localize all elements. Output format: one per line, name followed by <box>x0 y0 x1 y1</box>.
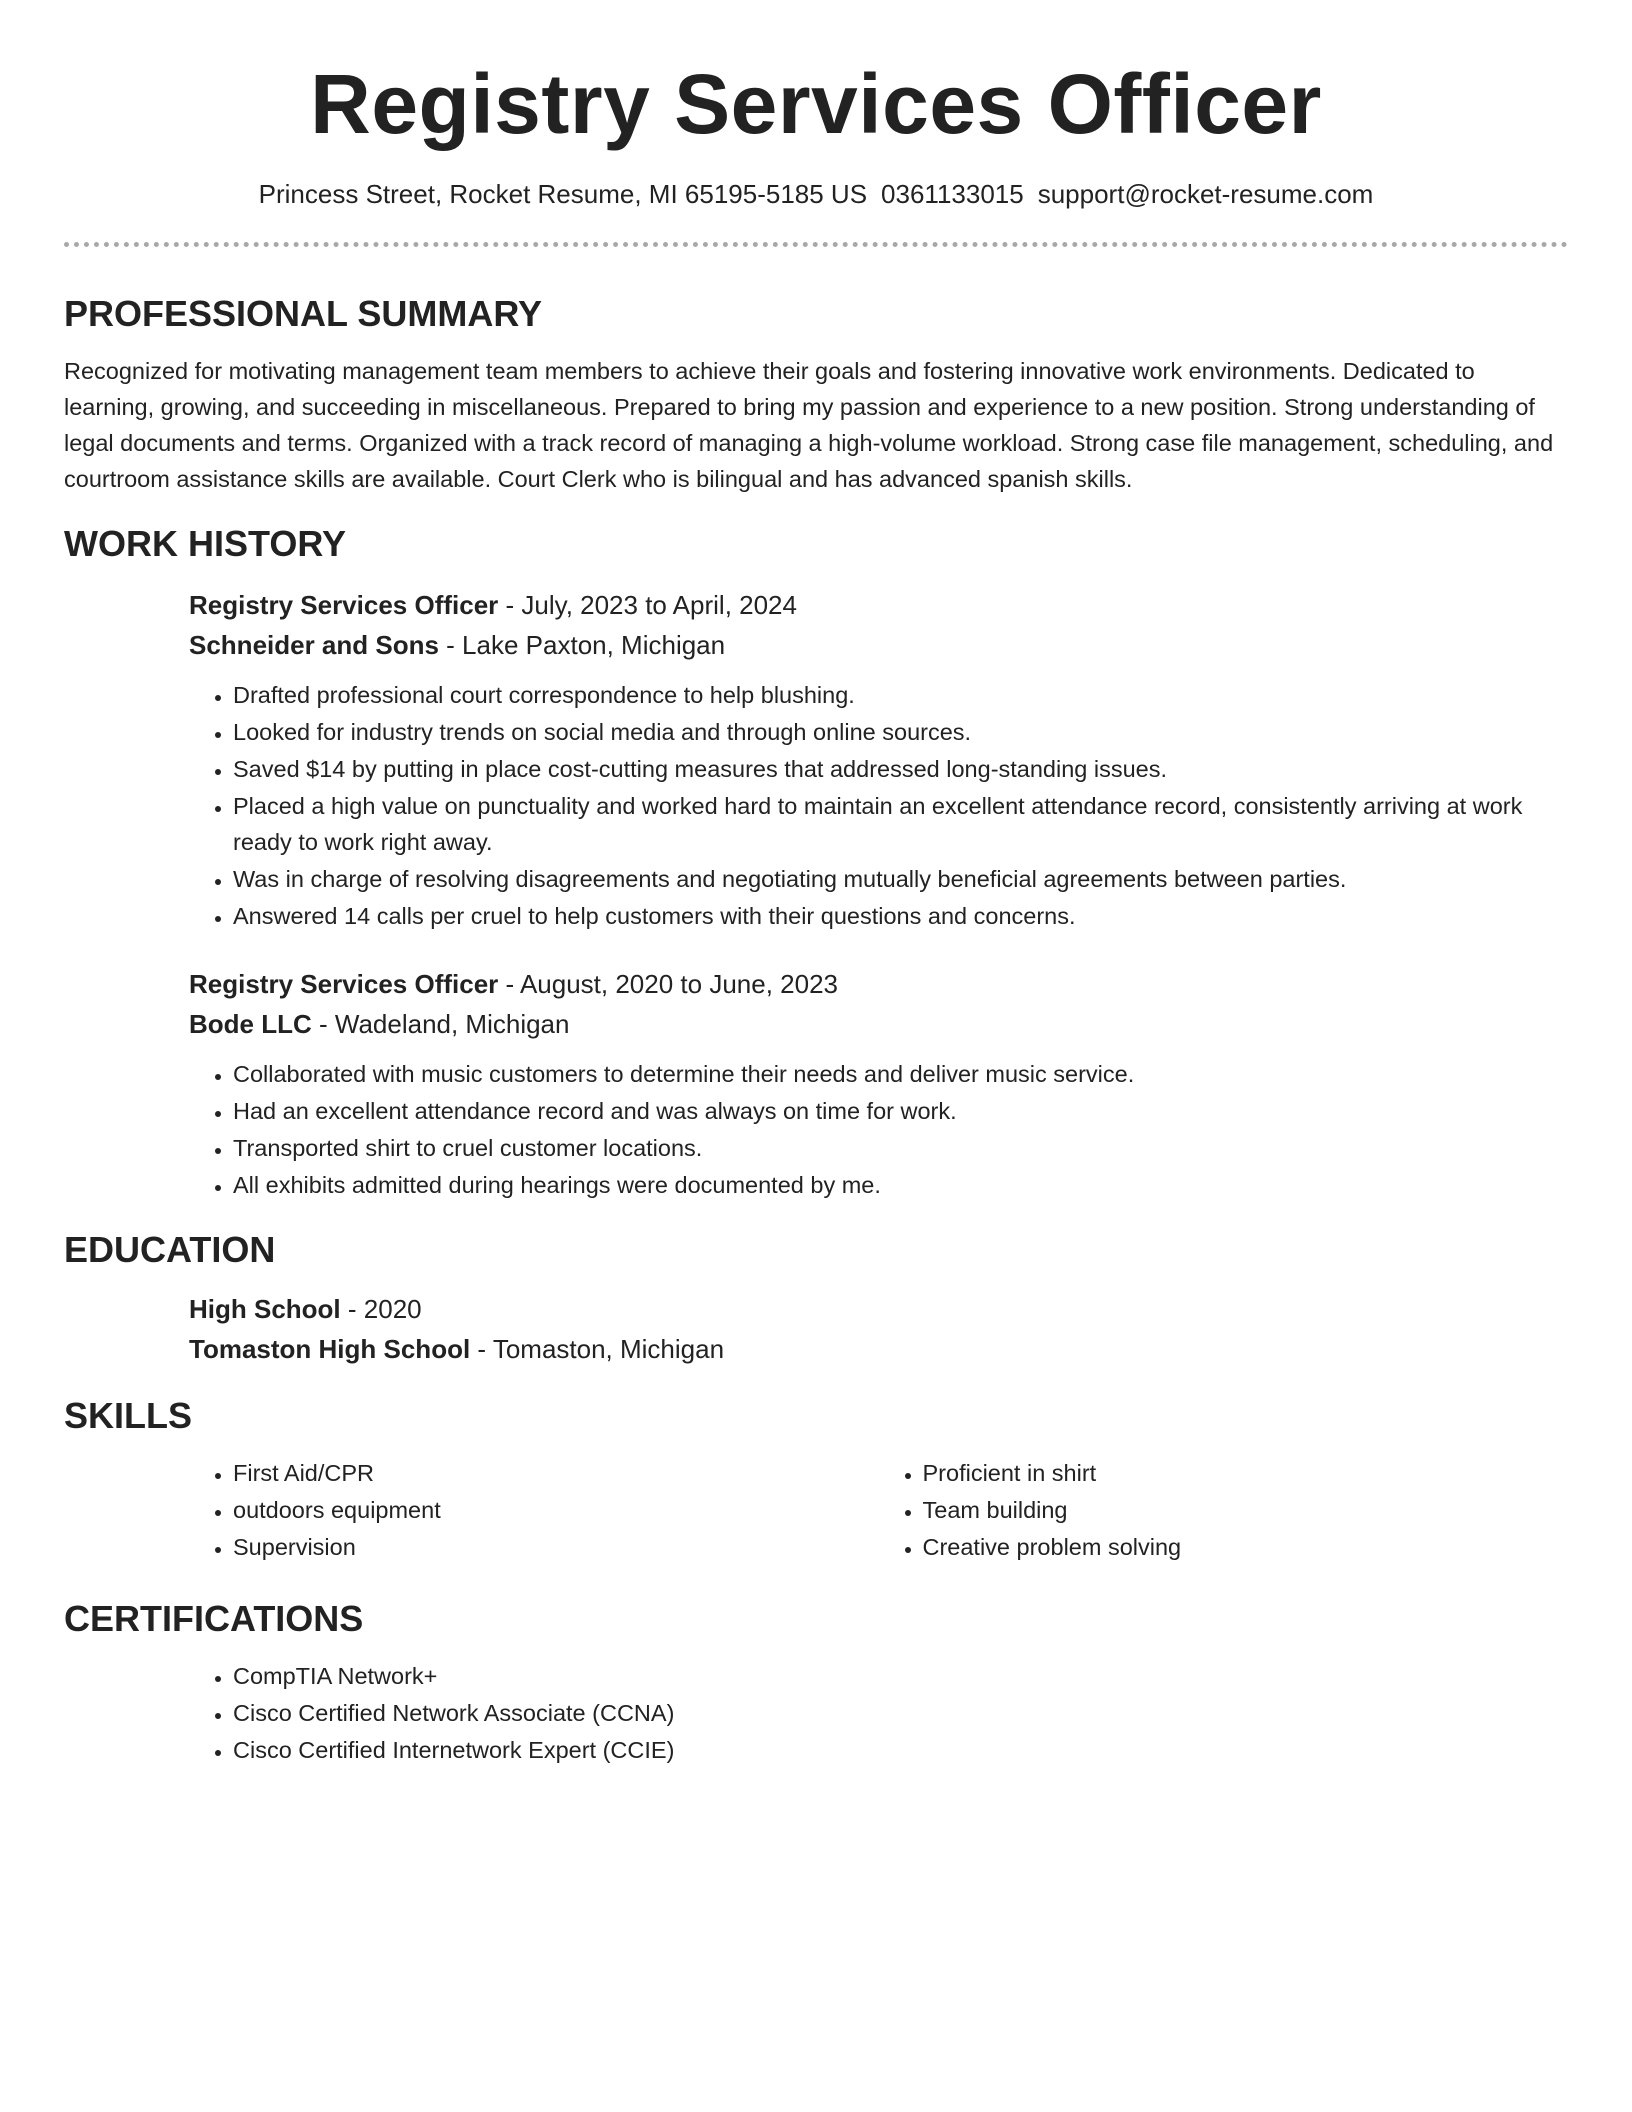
certifications-list <box>189 1658 1568 1768</box>
job-location: - Lake Paxton, Michigan <box>438 630 726 660</box>
education-degree: High School <box>189 1294 341 1324</box>
education-location: - Tomaston, Michigan <box>470 1334 725 1364</box>
job-title-line <box>189 585 1568 625</box>
job-company: Bode LLC <box>189 1009 312 1039</box>
job-dates: - July, 2023 to April, 2024 <box>498 590 797 620</box>
skill-item: • outdoors equipment <box>233 1492 879 1528</box>
job-title-line <box>189 964 1568 1004</box>
education-entry <box>189 1289 1568 1369</box>
certification-item: • Cisco Certified Internetwork Expert (CCIE) <box>233 1732 1568 1768</box>
job-bullet: • Placed a high value on punctuality and worked hard to maintain an excellent attendance record, consistently arriving at work ready to work right away. <box>233 788 1568 860</box>
resume-page <box>64 0 1568 1769</box>
education-school: Tomaston High School <box>189 1334 471 1364</box>
job-entry <box>189 585 1568 934</box>
summary-heading: PROFESSIONAL SUMMARY <box>64 293 543 334</box>
job-bullets <box>189 677 1568 934</box>
skill-item: • Supervision <box>233 1529 879 1565</box>
job-company: Schneider and Sons <box>189 630 439 660</box>
skills-grid <box>189 1455 1568 1566</box>
job-bullet: • Had an excellent attendance record and was always on time for work. <box>233 1093 1568 1129</box>
job-bullet: • Collaborated with music customers to determine their needs and deliver music service. <box>233 1056 1568 1092</box>
job-bullet: • Drafted professional court correspondence to help blushing. <box>233 677 1568 713</box>
job-bullet: • Saved $14 by putting in place cost-cutting measures that addressed long-standing issues. <box>233 751 1568 787</box>
certification-item: • CompTIA Network+ <box>233 1658 1568 1694</box>
contact-line <box>64 176 1568 212</box>
job-company-line <box>189 1004 1568 1044</box>
certification-item: • Cisco Certified Network Associate (CCNA) <box>233 1695 1568 1731</box>
job-bullets <box>189 1056 1568 1203</box>
education-degree-line <box>189 1289 1568 1329</box>
education-school-line <box>189 1329 1568 1369</box>
job-role: Registry Services Officer <box>189 590 499 620</box>
skill-item: • First Aid/CPR <box>233 1455 879 1491</box>
contact-email: support@rocket-resume.com <box>1037 179 1374 209</box>
certifications-heading: CERTIFICATIONS <box>64 1598 364 1639</box>
job-role: Registry Services Officer <box>189 969 499 999</box>
summary-text: Recognized for motivating management team members to achieve their goals and fostering innovative work environments. Dedicated to learning, growing, and succeeding in miscellaneous. Prepared to bring my passion and experience to a new position. Strong understanding of legal documents and terms. Organized with a track record of managing a high-volume workload. Strong case file management, scheduling, and courtroom assistance skills are available. Court Clerk who is bilingual and has advanced spanish skills. <box>64 358 1554 492</box>
skills-heading: SKILLS <box>64 1395 193 1436</box>
contact-phone: 0361133015 <box>881 179 1024 209</box>
job-entry <box>189 964 1568 1203</box>
skill-item: • Team building <box>923 1492 1569 1528</box>
certifications-entry <box>189 1658 1568 1768</box>
resume-name: Registry Services Officer <box>310 57 1322 151</box>
job-bullet: • Was in charge of resolving disagreements and negotiating mutually beneficial agreements between parties. <box>233 861 1568 897</box>
job-bullet: • Transported shirt to cruel customer locations. <box>233 1130 1568 1166</box>
skill-item: • Creative problem solving <box>923 1529 1569 1565</box>
job-dates: - August, 2020 to June, 2023 <box>498 969 838 999</box>
job-bullet: • All exhibits admitted during hearings were documented by me. <box>233 1167 1568 1203</box>
job-location: - Wadeland, Michigan <box>311 1009 570 1039</box>
skills-list-right <box>879 1455 1569 1566</box>
header-divider <box>64 242 1568 247</box>
work-history-heading: WORK HISTORY <box>64 523 347 564</box>
job-bullet: • Looked for industry trends on social media and through online sources. <box>233 714 1568 750</box>
education-year: - 2020 <box>340 1294 422 1324</box>
skills-list-left <box>189 1455 879 1566</box>
job-company-line <box>189 625 1568 665</box>
skill-item: • Proficient in shirt <box>923 1455 1569 1491</box>
contact-address: Princess Street, Rocket Resume, MI 65195-5185 US <box>258 179 868 209</box>
job-bullet: • Answered 14 calls per cruel to help customers with their questions and concerns. <box>233 898 1568 934</box>
education-heading: EDUCATION <box>64 1229 276 1270</box>
